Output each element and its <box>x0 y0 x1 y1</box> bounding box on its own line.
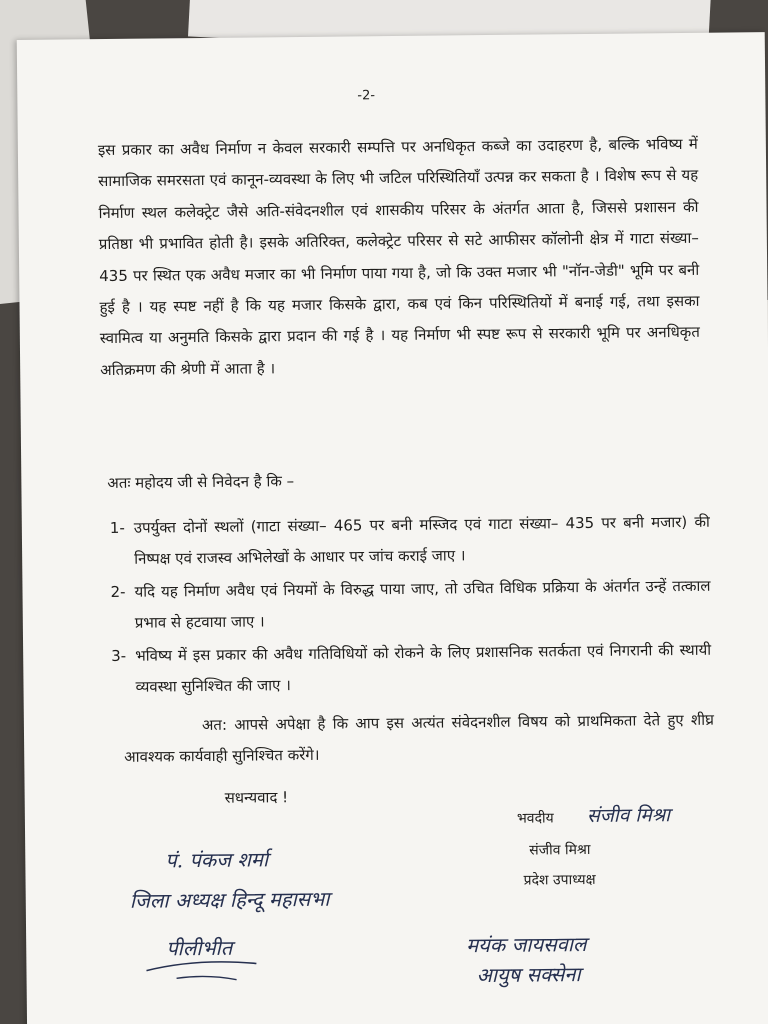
page-number: -2- <box>357 88 376 104</box>
list-item-number: 3- <box>111 646 127 665</box>
signatory-name: संजीव मिश्रा <box>529 841 591 859</box>
request-intro: अतः महोदय जी से निवेदन है कि – <box>107 472 295 493</box>
handwritten-left-line-1: पं. पंकज शर्मा <box>165 847 269 873</box>
pen-underline-strokes <box>17 32 768 1024</box>
body-paragraph: इस प्रकार का अवैध निर्माण न केवल सरकारी सम्पत्ति पर अनधिकृत कब्जे का उदाहरण है, बल्कि भविष्य में सामाजिक समरसता एवं कानून-व्यवस्था के लिए भी जटिल परिस्थितियाँ उत्पन्न कर सकता है । विशेष रूप से यह निर्माण स्थल कलेक्ट्रेट जैसे अति-संवेदनशील एवं शासकीय परिसर के अंतर्गत आता है, जिससे प्रशासन की प्रतिष्ठा भी प्रभावित होती है। इसके अतिरिक्त, कलेक्ट्रेट परिसर से सटे आफीसर कॉलोनी क्षेत्र में गाटा संख्या– 435 पर स्थित एक अवैध मजार का भी निर्माण पाया गया है, जो कि उक्त मजार भी "नॉन-जेडी" भूमि पर बनी हुई है । यह स्पष्ट नहीं है कि यह मजार किसके द्वारा, कब एवं किन परिस्थितियों में बनाई गई, तथा इसका स्वामित्व या अनुमति किसके द्वारा प्रदान की गई है । यह निर्माण भी स्पष्ट रूप से सरकारी भूमि पर अनधिकृत अतिक्रमण की श्रेणी में आता है । <box>97 134 700 379</box>
handwritten-right-line-1: मयंक जायसवाल <box>466 932 587 958</box>
thanks-line: सधन्यवाद ! <box>224 788 289 807</box>
list-item-number: 2- <box>110 582 126 601</box>
signatory-title: प्रदेश उपाध्यक्ष <box>523 871 596 889</box>
handwritten-left-line-3: पीलीभीत <box>166 935 233 961</box>
letter-page <box>17 32 768 1024</box>
closing-paragraph: अत: आपसे अपेक्षा है कि आप इस अत्यंत संवेदनशील विषय को प्राथमिकता देते हुए शीघ्र आवश्यक कार्यवाही सुनिश्चित करेंगे। <box>124 710 714 766</box>
signatory-prefix: भवदीय <box>516 810 554 827</box>
list-item-text: यदि यह निर्माण अवैध एवं नियमों के विरुद्ध पाया जाए, तो उचित विधिक प्रक्रिया के अंतर्गत उन्हें तत्काल प्रभाव से हटवाया जाए । <box>134 576 711 632</box>
list-item-text: उपर्युक्त दोनों स्थलों (गाटा संख्या– 465 पर बनी मस्जिद एवं गाटा संख्या– 435 पर बनी मजार) की निष्पक्ष एवं राजस्व अभिलेखों के आधार पर जांच कराई जाए । <box>133 512 710 568</box>
handwritten-left-line-2: जिला अध्यक्ष हिन्दू महासभा <box>129 886 330 913</box>
list-item-number: 1- <box>109 518 125 537</box>
list-item-text: भविष्य में इस प्रकार की अवैध गतिविधियों को रोकने के लिए प्रशासनिक सतर्कता एवं निगरानी की स्थायी व्यवस्था सुनिश्चित की जाए । <box>135 640 712 696</box>
handwritten-right-line-2: आयुष सक्सेना <box>476 962 581 988</box>
signature-handwritten: संजीव मिश्रा <box>586 804 671 828</box>
